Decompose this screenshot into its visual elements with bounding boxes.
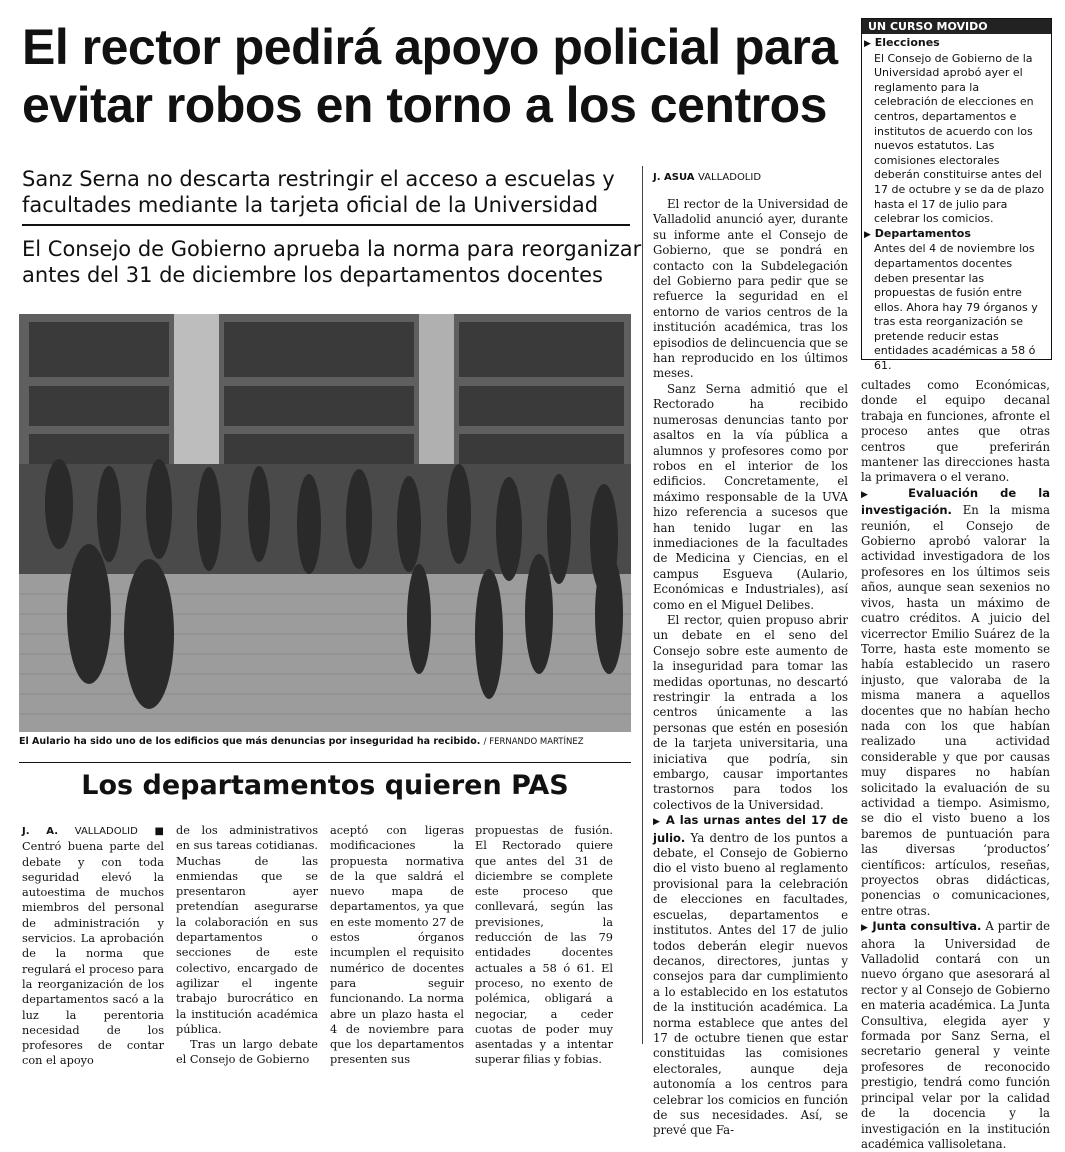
byline-city: VALLADOLID [74, 826, 138, 837]
second-byline: J. A. VALLADOLID ■ [22, 826, 164, 837]
second-article-column-2 [176, 823, 318, 1068]
triangle-bullet-icon: ▶ [864, 39, 871, 49]
main-paragraph-2: Sanz Serna admitió que el Rectorado ha recibido numerosas denuncias tanto por asaltos en la vía pública a alumnos y profesores como por robos en el interior de los edificios. Concretamente, el máximo responsable de la UVA hizo referencia a sucesos que han tenido lugar en las inmediaciones de la facultades de Medicina y Ciencias, en el campus Esgueva (Aulario, Económicas e Industriales), así como en el Miguel Delibes. [653, 381, 848, 612]
subsection-heading-text: A las urnas antes del 17 de julio. [653, 813, 848, 845]
main-subsection-urnas [653, 813, 848, 1139]
main-article-column-1 [653, 197, 848, 1139]
subsection-text: Ya dentro de los puntos a debate, el Consejo de Gobierno dio el visto bueno al reglamento provisional para la celebración de elecciones en facultades, escuelas, departamentos e institutos. Antes del 17 de julio todos deberán elegir nuevos decanos, directores, juntas y consejos para dar cumplimiento a lo establecido en los estatutos de la institución académica. La norma establece que antes del 17 de octubre tienen que estar constituidas las comisiones electorales, aunque deja autonomía a los centros para celebrar los comicios en función de sus necesidades. Así, se prevé que Fa- [653, 830, 848, 1138]
subsection-heading [861, 919, 981, 933]
caption-text: El Aulario ha sido uno de los edificios que más denuncias por inseguridad ha recibido. [19, 736, 481, 747]
sidebar-title: UN CURSO MOVIDO [862, 19, 1051, 34]
second-article-column-3 [330, 823, 464, 1068]
second-paragraph-4: aceptó con ligeras modificaciones la propuesta normativa de la que saldrá el nuevo mapa de departamentos, ya que en este momento 27 de estos órganos incumplen el requisito numérico de docentes para seguir funcionando. La norma abre un plazo hasta el 4 de noviembre para que los departamentos presenten sus [330, 824, 464, 1067]
main-subsection-junta [861, 919, 1050, 1152]
headline: El rector pedirá apoyo policial para evitar robos en torno a los centros [22, 19, 838, 133]
sidebar-text-elecciones: El Consejo de Gobierno de la Universidad aprobó ayer el reglamento para la celebración de elecciones en centros, departamentos e institutos de acuerdo con los nuevos estatutos. Las comisiones electorales deberán constituirse antes del 17 de octubre y se da de plazo hasta el 17 de julio para celebrar los comicios. [874, 51, 1045, 226]
main-byline [653, 172, 853, 183]
sidebar-text-departamentos: Antes del 4 de noviembre los departamentos docentes deben presentar las propuestas de fusión entre ellos. Ahora hay 79 órganos y tras esta reorganización se pretende reducir estas entidades académicas a 58 ó 61. [874, 242, 1038, 373]
second-paragraph-1 [22, 823, 164, 1069]
byline-name: J. A. [22, 826, 58, 837]
triangle-bullet-icon: ▶ [653, 817, 661, 828]
sidebar-heading-elecciones [864, 36, 1045, 52]
deck-subtitle-2: El Consejo de Gobierno aprueba la norma para reorganizar antes del 31 de diciembre los departamentos docentes [22, 237, 642, 287]
main-paragraph-3: El rector, quien propuso abrir un debate en el seno del Consejo sobre este aumento de la inseguridad para tomar las medidas oportunas, no descartó restringir la entrada a los centros únicamente a las personas que estén en posesión de la tarjeta universitaria, una iniciativa que podría, sin embargo, causar importantes trastornos para todos los colectivos de la Universidad. [653, 612, 848, 812]
byline-name: J. ASUA [653, 172, 695, 183]
subsection-heading-text: Evaluación de la investigación. [861, 485, 1050, 518]
main-article-column-2 [861, 378, 1050, 1152]
subsection-text: A partir de ahora la Universidad de Valladolid contará con un nuevo órgano que asesorará al rector y al Consejo de Gobierno en materia académica. La Junta Consultiva, elegida ayer y formada por Sanz Serna, el secretario general y veinte profesores de reconocido prestigio, tendrá como función principal velar por la calidad de la docencia y la investigación en la institución académica vallisoletana. [861, 919, 1051, 1151]
subsection-text: En la misma reunión, el Consejo de Gobierno aprobó valorar la actividad investigadora de los profesores en los últimos seis años, aunque sean sexenios no vivos, hasta un máximo de cuatro créditos. A juicio del vicerrector Emilio Suárez de la Torre, hasta este momento se había establecido un rasero injusto, que valoraba de la misma manera a aquellos docentes que no habían hecho nada con los que habían realizado una actividad considerable y que por causas muy dispares no habían solicitado la evaluación de su actividad a tiempo. Asimismo, se dio el visto bueno a los baremos de puntuación para las diversas ‘productos’ científicos: artículos, reseñas, proyectos obras didácticas, ponencias o comunicaciones, entre otras. [861, 503, 1050, 918]
column-divider [642, 166, 643, 1044]
second-article-title: Los departamentos quieren PAS [81, 770, 569, 801]
aulario-photo-graphic [19, 314, 631, 732]
deck-subtitle-1: Sanz Serna no descarta restringir el acceso a escuelas y facultades mediante la tarjeta oficial de la Universidad [22, 167, 615, 217]
deck-divider [22, 224, 630, 226]
main-paragraph-continued: cultades como Económicas, donde el equipo decanal trabaja en funciones, afronte el proceso antes que otras centros que preferirán mantener las direcciones hasta la primavera o el verano. [861, 378, 1050, 485]
triangle-bullet-icon: ▶ [861, 923, 869, 934]
photo-credit: / FERNANDO MARTÍNEZ [483, 737, 584, 747]
triangle-bullet-icon: ▶ [864, 229, 871, 240]
main-paragraph-1: El rector de la Universidad de Valladolid anunció ayer, durante su informe ante el Consejo de Gobierno, que se pondrá en contacto con la Subdelegación del Gobierno para pedir que se refuerce la seguridad en el entorno de varios centros de la institución académica, tras los episodios de delincuencia que se han reproducido en los últimos meses. [653, 197, 848, 381]
second-paragraph-2: de los administrativos en sus tareas cotidianas. Muchas de las enmiendas que se presentaron ayer pretendían asegurarse la colaboración en sus departamentos o secciones de este colectivo, encargado de agilizar el ingente trabajo burocrático en la institución académica pública. [176, 824, 318, 1036]
second-article-top-divider [19, 762, 631, 763]
second-paragraph-3: Tras un largo debate el Consejo de Gobierno [176, 1038, 318, 1067]
sidebar-heading-text: Elecciones [874, 36, 940, 49]
main-subsection-evaluacion [861, 486, 1050, 919]
sidebar-body [862, 34, 1051, 374]
second-article-column-4 [475, 823, 613, 1068]
sidebar-heading-text: Departamentos [874, 226, 971, 240]
byline-city: VALLADOLID [697, 172, 762, 183]
second-paragraph-1-text: Centró buena parte del debate y con toda seguridad elevó la autoestima de muchos miembros del personal de administración y servicios. La aprobación de la norma que regulará el proceso para la reorganización de los departamentos sacó a la luz la perentoria necesidad de los profesores de contar con el apoyo [22, 840, 164, 1068]
subsection-heading-text: Junta consultiva. [872, 919, 982, 934]
second-article-column-1 [22, 823, 164, 1069]
photo-caption [19, 736, 631, 747]
aulario-photo [19, 314, 631, 732]
sidebar-heading-departamentos [864, 227, 1045, 243]
sidebar-box [861, 18, 1052, 373]
second-paragraph-5: propuestas de fusión. El Rectorado quiere que antes del 31 de diciembre se complete este proceso que conllevará, según las previsiones, la reducción de las 79 entidades docentes actuales a 58 ó 61. El proceso, no exento de polémica, obligará a negociar, a ceder cuotas de poder muy asentadas y a intentar superar filias y fobias. [475, 824, 613, 1067]
triangle-bullet-icon: ▶ [861, 489, 887, 500]
